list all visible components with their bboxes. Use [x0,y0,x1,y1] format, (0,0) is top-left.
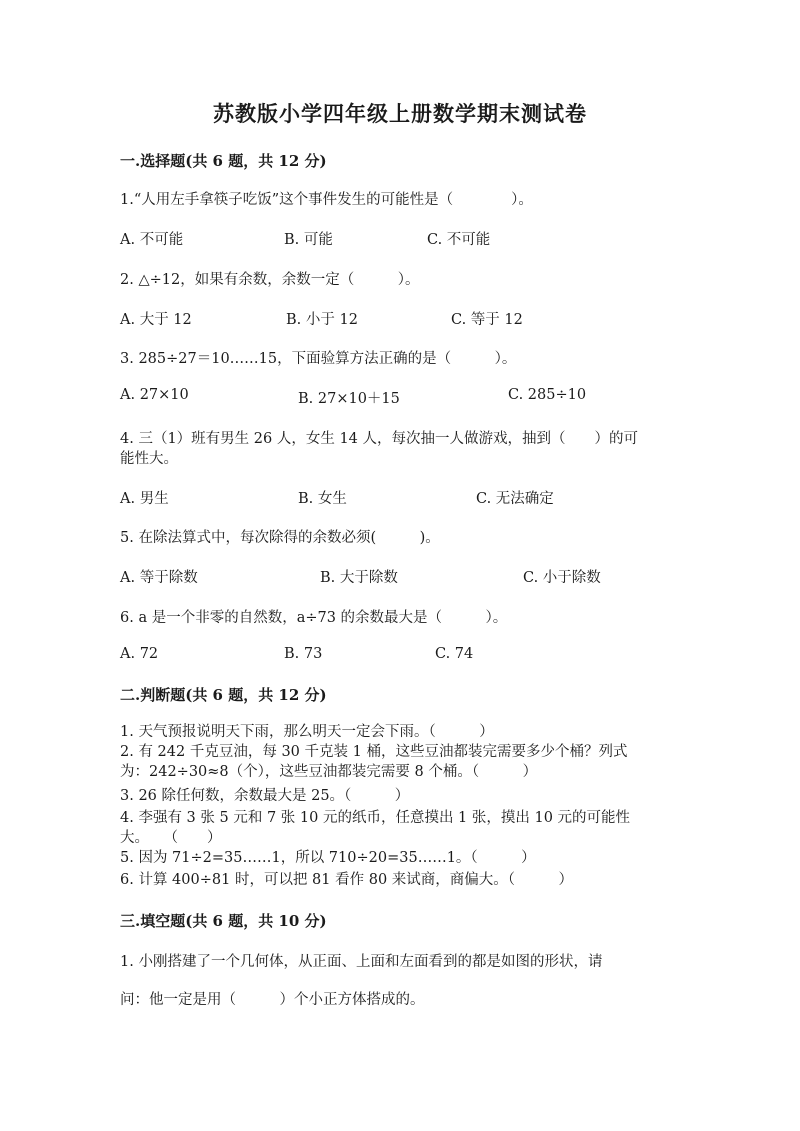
option-c: C. 74 [435,646,474,662]
option-a: A. 不可能 [120,232,184,248]
judge-line: 5. 因为 71÷2=35……1，所以 710÷20=35……1。（ ） [120,850,536,866]
question-4-line-2: 能性大。 [120,451,178,467]
judge-line: 4. 李强有 3 张 5 元和 7 张 10 元的纸币，任意摸出 1 张，摸出 10 元的可能性 [120,810,631,826]
option-a: A. 72 [120,646,159,662]
section-heading-choice: 一.选择题(共 6 题，共 12 分) [120,152,327,170]
option-b: B. 小于 12 [286,312,358,328]
option-c: C. 285÷10 [508,387,587,403]
option-a: A. 男生 [120,491,169,507]
fill-question-1-line-1: 1. 小刚搭建了一个几何体，从正面、上面和左面看到的都是如图的形状，请 [120,954,603,970]
option-c: C. 无法确定 [476,491,554,507]
option-b: B. 73 [284,646,323,662]
judge-line: 为：242÷30≈8（个），这些豆油都装完需要 8 个桶。（ ） [120,764,538,780]
option-a: A. 27×10 [120,387,189,403]
option-c: C. 等于 12 [451,312,523,328]
judge-line: 3. 26 除任何数，余数最大是 25。（ ） [120,788,410,804]
option-a: A. 等于除数 [120,570,198,586]
option-a: A. 大于 12 [120,312,192,328]
option-b: B. 27×10＋15 [298,391,400,407]
question-2: 2. △÷12，如果有余数，余数一定（ ）。 [120,272,420,288]
fill-question-1-line-2: 问：他一定是用（ ）个小正方体搭成的。 [120,992,425,1008]
option-b: B. 可能 [284,232,333,248]
judge-line: 1. 天气预报说明天下雨，那么明天一定会下雨。（ ） [120,724,494,740]
question-1: 1.“人用左手拿筷子吃饭”这个事件发生的可能性是（ ）。 [120,192,533,208]
judge-line: 大。 （ ） [120,830,222,846]
question-3: 3. 285÷27＝10……15，下面验算方法正确的是（ ）。 [120,351,517,367]
section-heading-fill: 三.填空题(共 6 题，共 10 分) [120,912,327,930]
judge-line: 6. 计算 400÷81 时，可以把 81 看作 80 来试商，商偏大。（ ） [120,872,574,888]
option-c: C. 不可能 [427,232,491,248]
page-title: 苏教版小学四年级上册数学期末测试卷 [213,101,587,126]
question-5: 5. 在除法算式中，每次除得的余数必须( )。 [120,530,440,546]
option-b: B. 大于除数 [320,570,398,586]
question-4-line-1: 4. 三（1）班有男生 26 人，女生 14 人，每次抽一人做游戏，抽到（ ）的可 [120,431,639,447]
question-6: 6. a 是一个非零的自然数，a÷73 的余数最大是（ ）。 [120,610,508,626]
option-c: C. 小于除数 [523,570,601,586]
section-heading-judge: 二.判断题(共 6 题，共 12 分) [120,686,327,704]
option-b: B. 女生 [298,491,347,507]
judge-line: 2. 有 242 千克豆油，每 30 千克装 1 桶，这些豆油都装完需要多少个桶？列式 [120,744,628,760]
